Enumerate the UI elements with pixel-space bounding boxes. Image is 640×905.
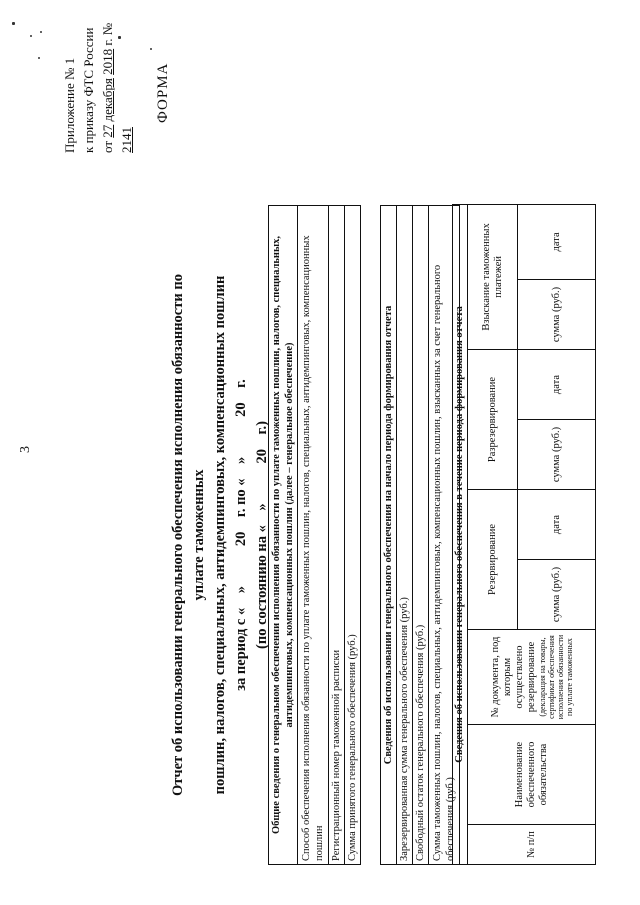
- start-info-table: [380, 205, 460, 865]
- start-info-header: Сведения об использовании генерального обеспечения на начало периода формирования отчета: [381, 206, 397, 865]
- unreserve-date-header: дата: [518, 350, 596, 420]
- scan-speck: [40, 31, 42, 33]
- appendix-number: 2141: [119, 127, 134, 153]
- scan-speck: [150, 48, 152, 50]
- start-info-row: Зарезервированная сумма генерального обеспечения (руб.): [397, 206, 413, 865]
- general-info-row: Способ обеспечения исполнения обязанности по уплате таможенных пошлин, налогов, специальных, антидемпинговых, компенсационных пошлин: [298, 206, 329, 865]
- appendix-block: [60, 0, 136, 153]
- unreserve-sum-header: сумма (руб.): [518, 420, 596, 490]
- col-num-header: № п/п: [468, 825, 596, 865]
- appendix-year: 2018: [100, 48, 115, 75]
- general-info-row: Регистрационный номер таможенной расписки: [329, 206, 345, 865]
- appendix-month: декабря: [100, 78, 115, 122]
- period-info-table: [452, 204, 596, 865]
- general-info-table: [268, 205, 361, 865]
- recovery-date-header: дата: [518, 204, 596, 279]
- report-title: Отчет об использовании генерального обеспечения исполнения обязанности по уплате таможенных пошлин, налогов, специальных, антидемпинговых, компенсационных пошлин за период с « » 20 г. по « » 20 г. (по состоянию на « » 20 г.): [170, 274, 270, 796]
- col-reserve-header: Резервирование: [468, 490, 518, 630]
- appendix-line2: к приказу ФТС России: [81, 27, 96, 153]
- general-info-header: Общие сведения о генеральном обеспечении исполнения обязанности по уплате таможенных пошлин, налогов, специальных, антидемпинговых, компенсационных пошлин (далее – генеральное обеспечение): [269, 206, 298, 865]
- col-recovery-header: Взыскание таможенных платежей: [468, 204, 518, 349]
- form-label: ФОРМА: [155, 62, 171, 123]
- scan-speck: [38, 57, 40, 59]
- start-info-row: Свободный остаток генерального обеспечения (руб.): [413, 206, 429, 865]
- appendix-line1: Приложение № 1: [62, 57, 77, 153]
- appendix-day: 27: [100, 124, 115, 138]
- col-doc-header: № документа, под которым осуществлено резервирование (декларация на товары, сертификат обеспечения исполнения обязанности по уплате таможенных: [468, 630, 596, 725]
- reserve-sum-header: сумма (руб.): [518, 560, 596, 630]
- col-name-header: Наименование обеспеченного обязательства: [468, 725, 596, 825]
- appendix-date-line: от 27 декабря 2018 г. № 2141: [100, 22, 134, 153]
- recovery-sum-header: сумма (руб.): [518, 280, 596, 350]
- reserve-date-header: дата: [518, 490, 596, 560]
- page-number: 3: [18, 446, 33, 453]
- period-info-header: Сведения об использовании генерального обеспечения в течение периода формирования отчета: [453, 204, 468, 864]
- col-unreserve-header: Разрезервирование: [468, 350, 518, 490]
- col-doc-note: (декларация на товары, сертификат обеспечения исполнения обязанности по уплате таможенных: [537, 634, 574, 720]
- scan-speck: [12, 22, 15, 25]
- general-info-row: Сумма принятого генерального обеспечения (руб.): [345, 206, 361, 865]
- start-info-row: Сумма таможенных пошлин, налогов, специальных, антидемпинговых, компенсационных пошлин, взысканных за счет генерального обеспечения (руб.): [429, 206, 460, 865]
- scan-speck: [30, 35, 32, 37]
